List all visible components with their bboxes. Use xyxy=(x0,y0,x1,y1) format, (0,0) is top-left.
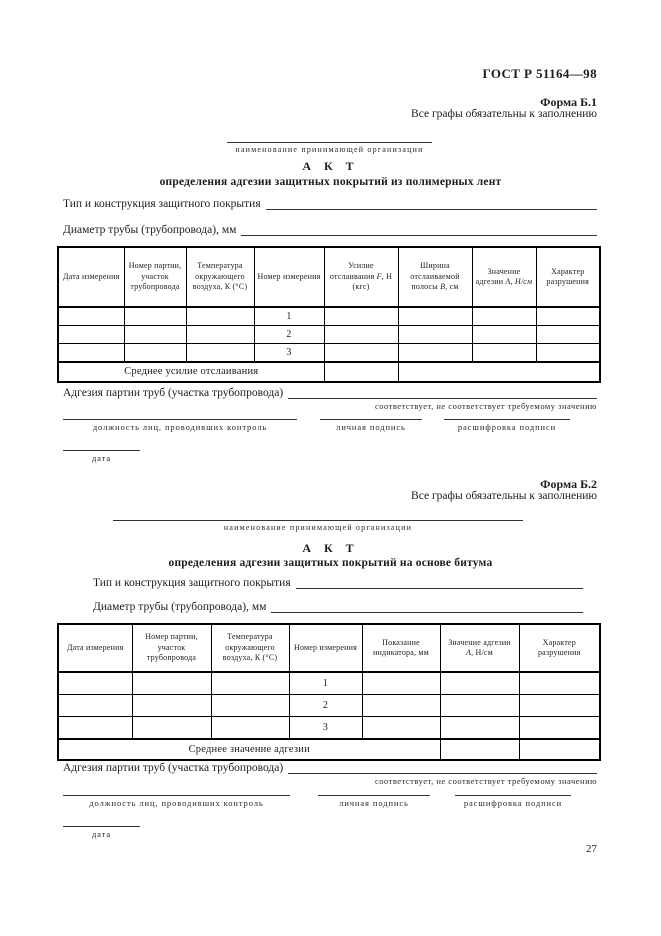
empty-cell xyxy=(472,344,536,363)
coating-field-label: Тип и конструкция защитного покрытия xyxy=(93,577,291,589)
measurement-number-cell: 2 xyxy=(254,326,324,344)
table-footer-label: Среднее значение адгезии xyxy=(58,739,440,760)
empty-cell xyxy=(440,672,519,695)
signature-line xyxy=(455,785,571,796)
table-row xyxy=(58,307,600,326)
adhesion-result-caption: соответствует, не соответствует требуемому значению xyxy=(374,401,597,411)
signature-block-name xyxy=(455,785,571,808)
diameter-field-blank xyxy=(271,600,583,613)
form-b2-act-title: А К Т xyxy=(302,541,359,555)
empty-cell xyxy=(472,307,536,326)
empty-cell xyxy=(124,326,186,344)
empty-cell xyxy=(186,307,254,326)
signature-line xyxy=(63,409,297,420)
header-adhesion-value: Значение адгезии А, Н/см xyxy=(472,247,536,307)
table-footer-row xyxy=(58,362,600,382)
empty-cell xyxy=(211,672,289,695)
header-batch: Номер партии, участок трубопровода xyxy=(132,624,211,672)
form-b2-act-subtitle: определения адгезии защитных покрытий на основе битума xyxy=(168,557,493,569)
form-b2-diameter-field xyxy=(93,600,583,613)
doc-number: ГОСТ Р 51164—98 xyxy=(482,66,597,81)
empty-cell xyxy=(132,695,211,717)
empty-cell xyxy=(124,307,186,326)
empty-cell xyxy=(398,362,600,382)
empty-cell xyxy=(519,672,600,695)
coating-field-blank xyxy=(296,576,583,589)
header-adhesion-value: Значение адгезии А, Н/см xyxy=(440,624,519,672)
date-line xyxy=(63,440,140,451)
adhesion-result-caption: соответствует, не соответствует требуемому значению xyxy=(374,776,597,786)
empty-cell xyxy=(186,344,254,363)
form-b1-mandatory-note: Все графы обязательны к заполнению xyxy=(411,108,597,120)
date-block xyxy=(63,440,140,463)
measurement-number-cell: 3 xyxy=(254,344,324,363)
signature-line xyxy=(318,785,430,796)
empty-cell xyxy=(362,672,440,695)
signature-caption: должность лиц, проводивших контроль xyxy=(89,798,264,808)
empty-cell xyxy=(132,717,211,740)
adhesion-result-blank xyxy=(288,386,597,399)
org-name-blank xyxy=(227,130,432,143)
header-temperature: Температура окружающего воздуха, К (°С) xyxy=(211,624,289,672)
empty-cell xyxy=(362,717,440,740)
signature-block-sign xyxy=(318,785,430,808)
table-row xyxy=(58,672,600,695)
form-b1-diameter-field xyxy=(63,223,597,236)
empty-cell xyxy=(536,326,600,344)
table-row xyxy=(58,695,600,717)
signature-caption: должность лиц, проводивших контроль xyxy=(92,422,268,432)
empty-cell xyxy=(398,307,472,326)
header-strip-width: Ширина отслаиваемой полосы В, см xyxy=(398,247,472,307)
date-caption: дата xyxy=(91,829,112,839)
empty-cell xyxy=(211,717,289,740)
date-caption: дата xyxy=(91,453,112,463)
empty-cell xyxy=(58,307,124,326)
signature-block-position xyxy=(63,785,290,808)
form-b1-adhesion-table xyxy=(57,246,601,383)
empty-cell xyxy=(58,672,132,695)
form-b1-adhesion-result-field xyxy=(63,386,597,399)
diameter-field-label: Диаметр трубы (трубопровода), мм xyxy=(63,224,237,236)
form-b1-org-line xyxy=(227,130,432,154)
empty-cell xyxy=(398,326,472,344)
signature-caption: личная подпись xyxy=(336,422,406,432)
table-row xyxy=(58,326,600,344)
coating-field-blank xyxy=(266,197,597,210)
header-peel-force: Усилие отслаивания F, Н (кгс) xyxy=(324,247,398,307)
diameter-field-blank xyxy=(241,223,597,236)
form-b2-label: Форма Б.2 xyxy=(540,477,597,491)
signature-line xyxy=(320,409,422,420)
empty-cell xyxy=(398,344,472,363)
empty-cell xyxy=(124,344,186,363)
signature-caption: личная подпись xyxy=(339,798,409,808)
header-temperature: Температура окружающего воздуха, К (°С) xyxy=(186,247,254,307)
org-name-blank xyxy=(113,508,523,521)
date-block xyxy=(63,816,140,839)
header-measurement-number: Номер измерения xyxy=(254,247,324,307)
empty-cell xyxy=(324,307,398,326)
coating-field-label: Тип и конструкция защитного покрытия xyxy=(63,198,261,210)
adhesion-result-label: Адгезия партии труб (участка трубопровода) xyxy=(63,762,284,774)
empty-cell xyxy=(58,344,124,363)
empty-cell xyxy=(536,344,600,363)
header-failure-type: Характер разрушения xyxy=(519,624,600,672)
header-indicator-reading: Показание индикатора, мм xyxy=(362,624,440,672)
empty-cell xyxy=(58,717,132,740)
form-b1-coating-field xyxy=(63,197,597,210)
diameter-field-label: Диаметр трубы (трубопровода), мм xyxy=(93,601,267,613)
header-date: Дата измерения xyxy=(58,247,124,307)
page-number: 27 xyxy=(586,843,597,855)
signature-caption: расшифровка подписи xyxy=(457,422,557,432)
signature-caption: расшифровка подписи xyxy=(463,798,563,808)
form-b2-adhesion-result-field xyxy=(63,761,597,774)
empty-cell xyxy=(440,739,519,760)
header-failure-type: Характер разрушения xyxy=(536,247,600,307)
table-header-row xyxy=(58,624,600,672)
table-row xyxy=(58,344,600,363)
signature-block-position xyxy=(63,409,297,432)
empty-cell xyxy=(211,695,289,717)
empty-cell xyxy=(440,717,519,740)
org-name-caption: наименование принимающей организации xyxy=(223,523,413,532)
empty-cell xyxy=(324,344,398,363)
org-name-caption: наименование принимающей организации xyxy=(235,145,424,154)
table-header-row xyxy=(58,247,600,307)
table-row xyxy=(58,717,600,740)
measurement-number-cell: 1 xyxy=(254,307,324,326)
empty-cell xyxy=(58,326,124,344)
header-date: Дата измерения xyxy=(58,624,132,672)
header-batch: Номер партии, участок трубопровода xyxy=(124,247,186,307)
adhesion-result-blank xyxy=(288,761,597,774)
empty-cell xyxy=(132,672,211,695)
empty-cell xyxy=(472,326,536,344)
form-b2-coating-field xyxy=(93,576,583,589)
form-b2-org-line xyxy=(113,508,523,532)
empty-cell xyxy=(186,326,254,344)
empty-cell xyxy=(362,695,440,717)
measurement-number-cell: 2 xyxy=(289,695,362,717)
signature-block-name xyxy=(444,409,570,432)
empty-cell xyxy=(536,307,600,326)
empty-cell xyxy=(519,739,600,760)
empty-cell xyxy=(324,326,398,344)
measurement-number-cell: 3 xyxy=(289,717,362,740)
empty-cell xyxy=(440,695,519,717)
empty-cell xyxy=(519,717,600,740)
empty-cell xyxy=(519,695,600,717)
form-b2-adhesion-table xyxy=(57,623,601,761)
form-b2-mandatory-note: Все графы обязательны к заполнению xyxy=(411,490,597,502)
empty-cell xyxy=(58,695,132,717)
adhesion-result-label: Адгезия партии труб (участка трубопровода) xyxy=(63,387,284,399)
signature-line xyxy=(444,409,570,420)
form-b1-label: Форма Б.1 xyxy=(540,95,597,109)
form-b1-act-title: А К Т xyxy=(302,159,359,173)
form-b1-act-subtitle: определения адгезии защитных покрытий из полимерных лент xyxy=(159,176,502,188)
signature-block-sign xyxy=(320,409,422,432)
signature-line xyxy=(63,785,290,796)
table-footer-label: Среднее усилие отслаивания xyxy=(58,362,324,382)
table-footer-row xyxy=(58,739,600,760)
measurement-number-cell: 1 xyxy=(289,672,362,695)
header-measurement-number: Номер измерения xyxy=(289,624,362,672)
date-line xyxy=(63,816,140,827)
empty-cell xyxy=(324,362,398,382)
